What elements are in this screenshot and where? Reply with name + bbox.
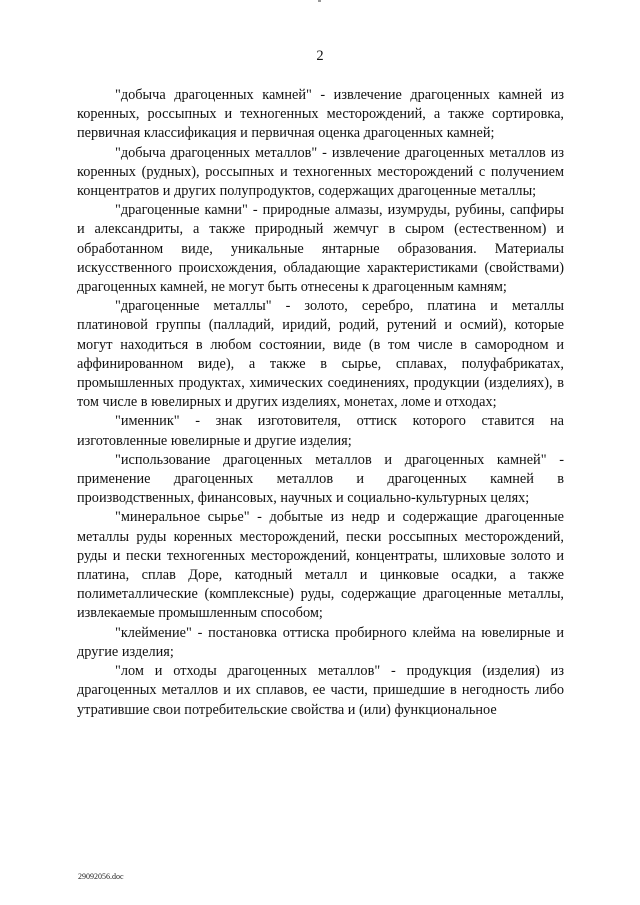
paragraph-gemstone-mining: "добыча драгоценных камней" - извлечение драгоценных камней из коренных, россыпных и техногенных месторождений, а также сортировка, первичная классификация и первичная оценка драгоценных камней; [77,87,564,142]
page-number: 2 [316,48,324,64]
paragraph-mineral-raw: "минеральное сырье" - добытые из недр и содержащие драгоценные металлы руды коренных месторождений, пески россыпных месторождений, руды и пески техногенных месторождений, концентраты, шлиховые золото и платина, сплав Доре, катодный металл и цинковые осадки, а также полиметаллические (комплексные) руды, содержащие драгоценные металлы, извлекаемые промышленным способом; [77,509,564,622]
document-body [77,86,564,720]
footer-filename: 29092056.doc [78,872,124,881]
paragraph-metal-mining: "добыча драгоценных металлов" - извлечение драгоценных металлов из коренных (рудных), россыпных и техногенных месторождений с получением концентратов и других полупродуктов, содержащих драгоценные металлы; [77,144,564,200]
paragraph-hallmarking: "клеймение" - постановка оттиска пробирного клейма на ювелирные и другие изделия; [77,624,564,660]
page-top-mark [318,0,321,2]
paragraph-scrap-waste: "лом и отходы драгоценных металлов" - продукция (изделия) из драгоценных металлов и их сплавов, ее части, пришедшие в негодность либо утратившие свои потребительские свойства и (или) функциональное [77,663,564,718]
paragraph-gemstones: "драгоценные камни" - природные алмазы, изумруды, рубины, сапфиры и александриты, а также природный жемчуг в сыром (естественном) и обработанном виде, уникальные янтарные образования. Материалы искусственного происхождения, обладающие характеристиками (свойствами) драгоценных камней, не могут быть отнесены к драгоценным камням; [77,202,564,296]
paragraph-precious-metals: "драгоценные металлы" - золото, серебро, платина и металлы платиновой группы (палладий, иридий, родий, рутений и осмий), которые могут находиться в любом состоянии, виде (в том числе в самородном и аффинированном виде), а также в сырье, сплавах, полуфабрикатах, промышленных продуктах, химических соединениях, продукции (изделиях), в том числе в ювелирных и других изделиях, монетах, ломе и отходах; [77,298,564,411]
paragraph-usage: "использование драгоценных металлов и драгоценных камней" - применение драгоценных металлов и драгоценных камней в производственных, финансовых, научных и социально-культурных целях; [77,451,564,507]
paragraph-maker-mark: "именник" - знак изготовителя, оттиск которого ставится на изготовленные ювелирные и другие изделия; [77,413,564,449]
